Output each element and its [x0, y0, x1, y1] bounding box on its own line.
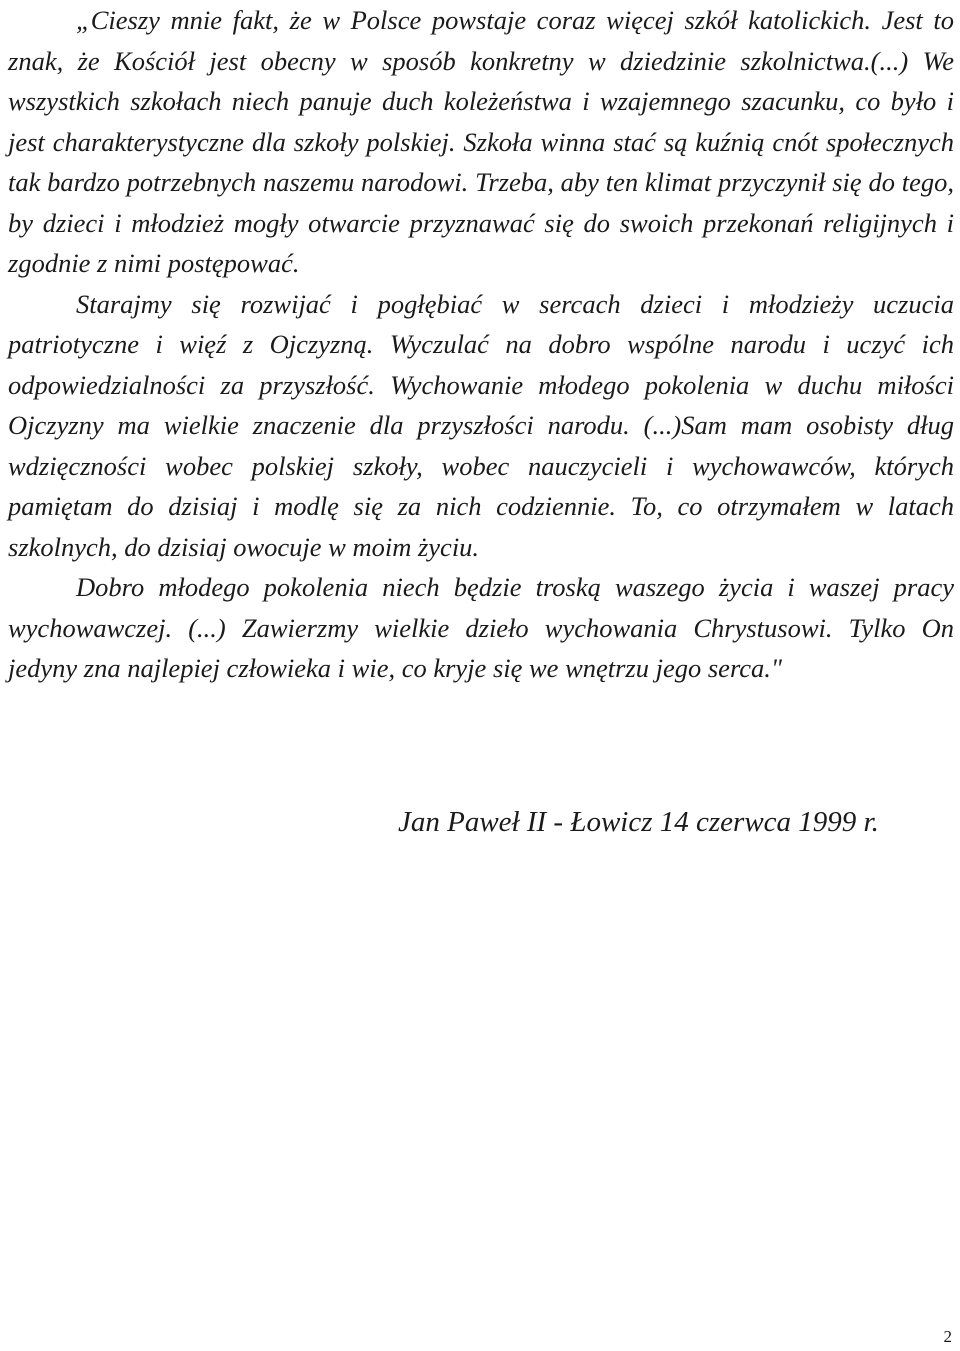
- quote-paragraph-1: „Cieszy mnie fakt, że w Polsce powstaje coraz więcej szkół katolickich. Jest to znak, że Kościół jest obecny w sposób konkretny w dziedzinie szkolnictwa.(...) We wszystkich szkołach niech panuje duch koleżeństwa i wzajemnego szacunku, co było i jest charakterystyczne dla szkoły polskiej. Szkoła winna stać są kuźnią cnót społecznych tak bardzo potrzebnych naszemu narodowi. Trzeba, aby ten klimat przyczynił się do tego, by dzieci i młodzież mogły otwarcie przyznawać się do swoich przekonań religijnych i zgodnie z nimi postępować.: [8, 5, 954, 278]
- quote-paragraph-3: Dobro młodego pokolenia niech będzie troską waszego życia i waszej pracy wychowawczej. (...) Zawierzmy wielkie dzieło wychowania Chrystusowi. Tylko On jedyny zna najlepiej człowieka i wie, co kryje się we wnętrzu jego serca.": [8, 572, 954, 683]
- quote-attribution: Jan Paweł II - Łowicz 14 czerwca 1999 r.: [398, 806, 879, 838]
- quote-paragraph-2: Starajmy się rozwijać i pogłębiać w sercach dzieci i młodzieży uczucia patriotyczne i więź z Ojczyzną. Wyczulać na dobro wspólne narodu i uczyć ich odpowiedzialności za przyszłość. Wychowanie młodego pokolenia w duchu miłości Ojczyzny ma wielkie znaczenie dla przyszłości narodu. (...)Sam mam osobisty dług wdzięczności wobec polskiej szkoły, wobec nauczycieli i wychowawców, których pamiętam do dzisiaj i modlę się za nich codziennie. To, co otrzymałem w latach szkolnych, do dzisiaj owocuje w moim życiu.: [8, 288, 954, 562]
- quote-block: [8, 0, 954, 689]
- page-number: 2: [943, 1327, 952, 1346]
